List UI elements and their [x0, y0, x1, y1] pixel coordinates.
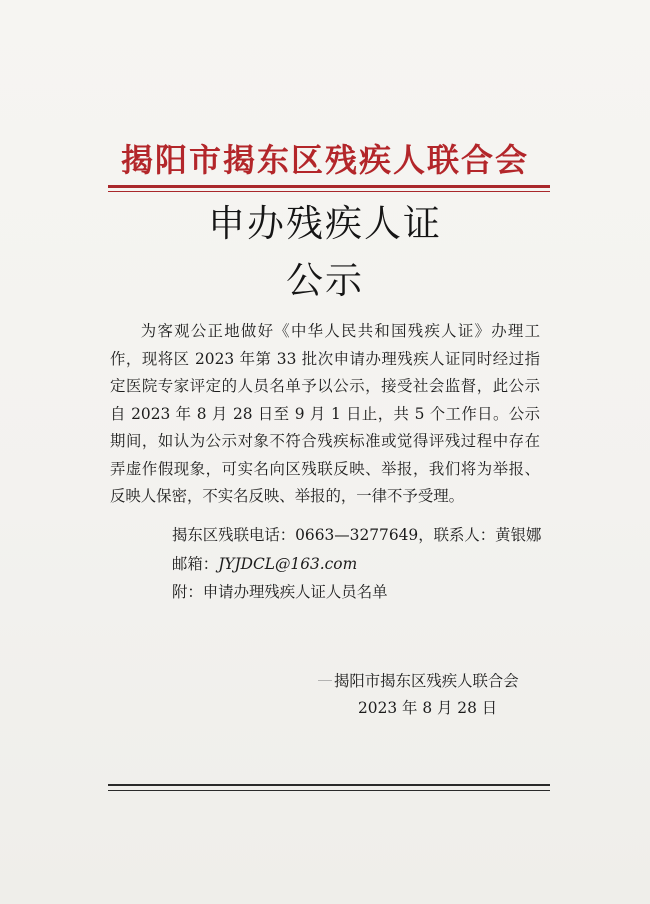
notice-paragraph: 为客观公正地做好《中华人民共和国残疾人证》办理工作，现将区 2023 年第 33 批次申请办理残疾人证同时经过指定医院专家评定的人员名单予以公示，接受社会监督，此公示自 2023 年 8 月 28 日至 9 月 1 日止，共 5 个工作日。公示期间，如认为公示对象不符合残疾标准或觉得评残过程中存在弄虚作假现象，可实名向区残联反映、举报，我们将为举报、反映人保密，不实名反映、举报的，一律不予受理。: [110, 322, 540, 505]
scan-mark: [318, 680, 332, 681]
contact-phone-line: 揭东区残联电话：0663—3277649，联系人：黄银娜: [172, 526, 542, 544]
footer-rule-thick: [108, 784, 550, 786]
email-label: 邮箱：: [172, 555, 219, 573]
document-subtitle: 公示: [286, 259, 364, 302]
document-title: 申办残疾人证: [208, 202, 442, 245]
organization-header: 揭阳市揭东区残疾人联合会: [120, 141, 529, 179]
contact-email-line: [172, 553, 357, 575]
header-rule-thin: [108, 191, 550, 192]
header-rule-thick: [108, 185, 550, 188]
footer-rule-thin: [108, 790, 550, 791]
signature-date: 2023 年 8 月 28 日: [358, 699, 498, 717]
signature-organization: 揭阳市揭东区残疾人联合会: [334, 672, 519, 690]
attachment-line: 附：申请办理残疾人证人员名单: [172, 583, 388, 601]
email-value: JYJDCL@163.com: [218, 555, 358, 573]
